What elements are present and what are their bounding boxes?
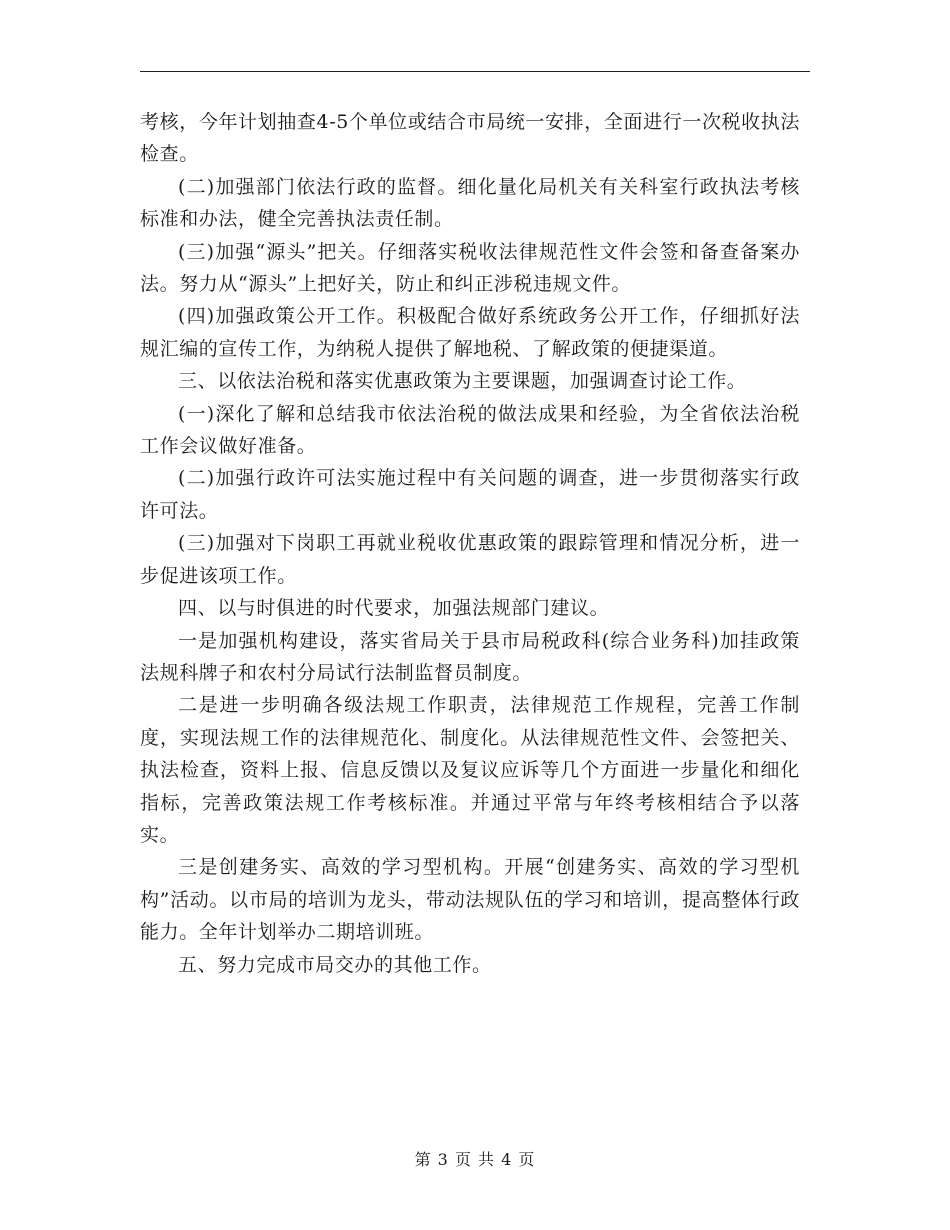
paragraph-3: (三)加强“源头”把关。仔细落实税收法律规范性文件会签和备查备案办法。努力从“源头”上把好关，防止和纠正涉税违规文件。 <box>140 240 800 296</box>
paragraph-10: 一是加强机构建设，落实省局关于县市局税政科(综合业务科)加挂政策法规科牌子和农村分局试行法制监督员制度。 <box>140 629 800 684</box>
section-heading-5: 五、努力完成市局交办的其他工作。 <box>178 953 492 976</box>
page-number: 第 3 页 共 4 页 <box>414 1150 536 1169</box>
section-heading-3: 三、以依法治税和落实优惠政策为主要课题，加强调查讨论工作。 <box>178 370 747 393</box>
paragraph-1: 考核，今年计划抽查4-5个单位或结合市局统一安排，全面进行一次税收执法检查。 <box>140 111 800 166</box>
paragraph-4: (四)加强政策公开工作。积极配合做好系统政务公开工作，仔细抓好法规汇编的宣传工作，为纳税人提供了解地税、了解政策的便捷渠道。 <box>140 305 800 360</box>
paragraph-8: (三)加强对下岗职工再就业税收优惠政策的跟踪管理和情况分析，进一步促进该项工作。 <box>140 532 800 587</box>
paragraph-12: 三是创建务实、高效的学习型机构。开展“创建务实、高效的学习型机构”活动。以市局的培训为龙头，带动法规队伍的学习和培训，提高整体行政能力。全年计划举办二期培训班。 <box>140 856 800 944</box>
paragraph-6: (一)深化了解和总结我市依法治税的做法成果和经验，为全省依法治税工作会议做好准备。 <box>140 402 800 458</box>
paragraph-7: (二)加强行政许可法实施过程中有关问题的调查，进一步贯彻落实行政许可法。 <box>140 467 800 522</box>
section-heading-4: 四、以与时俱进的时代要求，加强法规部门建议。 <box>178 597 610 620</box>
header-rule <box>140 71 810 72</box>
paragraph-11: 二是进一步明确各级法规工作职责，法律规范工作规程，完善工作制度，实现法规工作的法律规范化、制度化。从法律规范性文件、会签把关、执法检查，资料上报、信息反馈以及复议应诉等几个方面进一步量化和细化指标，完善政策法规工作考核标准。并通过平常与年终考核相结合予以落实。 <box>140 694 800 846</box>
document-body <box>140 106 800 981</box>
paragraph-2: (二)加强部门依法行政的监督。细化量化局机关有关科室行政执法考核标准和办法，健全完善执法责任制。 <box>140 175 800 231</box>
